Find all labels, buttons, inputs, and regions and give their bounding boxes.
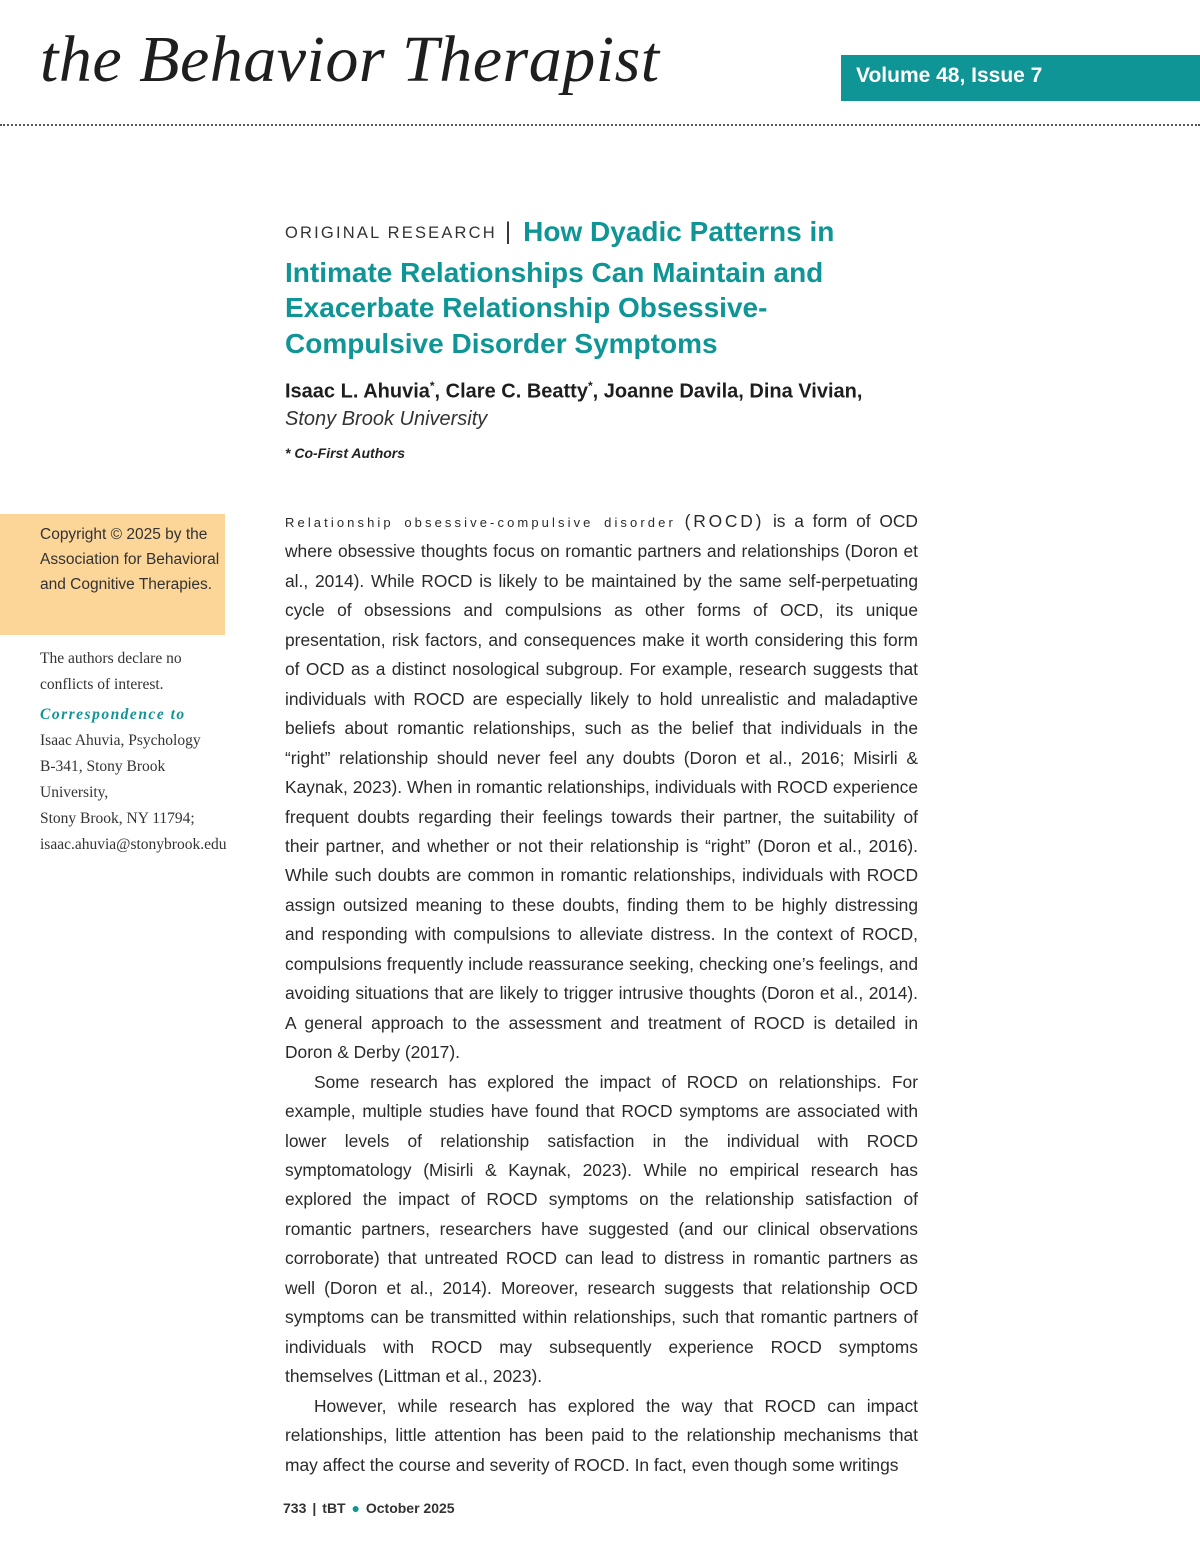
author-name: Clare C. Beatty [445,380,588,403]
issue-badge: Volume 48, Issue 7 [841,55,1200,101]
author-separator: , [856,380,863,403]
cofirst-note: * Co-First Authors [285,444,406,461]
article-body [285,507,918,1480]
author-separator: , [592,380,604,403]
affiliation: Stony Brook University [285,407,488,430]
author-list [285,373,925,405]
article-title-block [285,214,925,361]
page-footer [283,1500,455,1516]
author-separator: , [434,380,446,403]
author-name: Joanne Davila [603,380,739,403]
label-divider: | [504,218,512,245]
bullet-icon: ● [351,1500,360,1516]
body-paragraph: However, while research has explored the way that ROCD can impact relationships, little attention has been paid to the relationship mechanisms that may affect the course and severity of ROCD. In fact, even though some writings [285,1395,918,1475]
correspondence-email: isaac.ahuvia@stonybrook.edu [40,836,227,853]
footer-journal: tBT [322,1500,346,1516]
header-divider [0,124,1200,126]
correspondence-line: Isaac Ahuvia, Psychology [40,732,201,749]
body-paragraph [285,507,918,1068]
correspondence-line: B-341, Stony Brook University, [40,758,166,801]
correspondence-heading: Correspondence to [40,706,186,723]
author-separator: , [738,380,750,403]
footer-separator: | [312,1500,317,1516]
author-name: Isaac L. Ahuvia [285,380,430,403]
correspondence-line: Stony Brook, NY 11794; [40,810,195,827]
footer-date: October 2025 [365,1500,455,1516]
article-header [285,214,925,461]
author-mark: * [587,379,593,393]
conflict-statement: The authors declare no conflicts of interest. [40,650,182,693]
article-title: How Dyadic Patterns in Intimate Relationships Can Maintain and Exacerbate Relationship Obsessive-Compulsive Disorder Symptoms [285,216,835,359]
journal-title: the Behavior Therapist [40,23,660,96]
author-name: Dina Vivian [749,380,857,403]
lead-in: Relationship obsessive-compulsive disorder [285,515,676,530]
page-number: 733 [283,1500,307,1516]
author-mark: * [429,379,435,393]
body-paragraph: Some research has explored the impact of ROCD on relationships. For example, multiple studies have found that ROCD symptoms are associated with lower levels of relationship satisfaction in the individual with ROCD symptomatology (Misirli & Kaynak, 2023). While no empirical research has explored the impact of ROCD symptoms on the relationship satisfaction of romantic partners, researchers have suggested (and our clinical observations corroborate) that untreated ROCD can lead to distress in romantic partners as well (Doron et al., 2014). Moreover, research suggests that relationship OCD symptoms can be transmitted within relationships, such that romantic partners of individuals with ROCD may subsequently experience ROCD symptoms themselves (Littman et al., 2023). [285,1071,918,1387]
copyright-notice: Copyright © 2025 by the Association for Behavioral and Cognitive Therapies. [0,514,225,635]
section-label: ORIGINAL RESEARCH [285,224,497,242]
paragraph-text: is a form of OCD where obsessive thoughts focus on romantic partners and relationships (Doron et al., 2014). While ROCD is likely to be maintained by the same self-perpetuating cycle of obsessions and compulsions as other forms of OCD, its unique presentation, risk factors, and consequences make it worth considering this form of OCD as a distinct nosological subgroup. For example, research suggests that individuals with ROCD are especially likely to hold unrealistic and maladaptive beliefs about romantic relationships, such as the belief that individuals in the “right” relationship should never feel any doubts (Doron et al., 2016; Misirli & Kaynak, 2023). When in romantic relationships, individuals with ROCD experience frequent doubts regarding their feelings towards their partner, the suitability of their partner, and whether or not their relationship is “right” (Doron et al., 2016). While such doubts are common in romantic relationships, individuals with ROCD assign outsized meaning to these doubts, finding them to be highly distressing and responding with compulsions to alleviate distress. In the context of ROCD, compulsions frequently include reassurance seeking, checking one’s feelings, and avoiding situations that are likely to trigger intrusive thoughts (Doron et al., 2014). A general approach to the assessment and treatment of ROCD is detailed in Doron & Derby (2017). [285,511,918,1063]
sidebar-notes [40,646,230,858]
lead-abbreviation: (ROCD) [684,511,765,531]
